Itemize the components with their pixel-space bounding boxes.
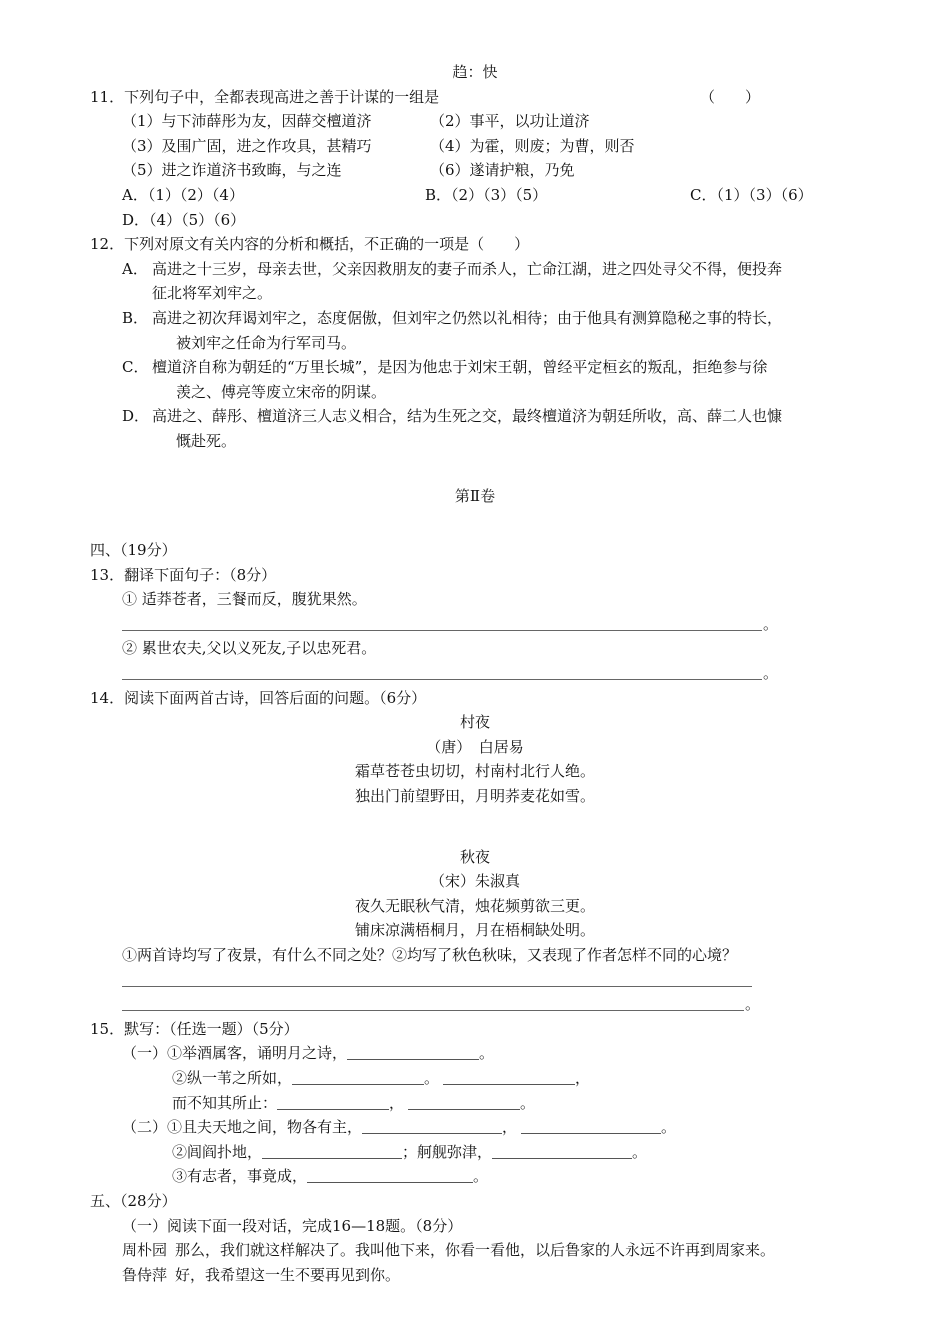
q15-g2-line-a xyxy=(0,1115,950,1140)
poem1-line-2: 独出门前望野田，月明荞麦花如雪。 xyxy=(354,787,595,806)
q14-answer-1-line xyxy=(122,968,752,987)
dialogue-line-2 xyxy=(0,1263,950,1288)
poem1-line-1: 霜草苍苍虫切切，村南村北行人绝。 xyxy=(354,762,595,781)
q15-g1a-blank[interactable] xyxy=(347,1045,479,1060)
q13-answer-2[interactable] xyxy=(0,661,950,686)
q12-option-d-label: D． xyxy=(122,407,150,426)
q11-item-3: （3）及围广固，进之作攻具，甚精巧 xyxy=(122,136,372,155)
q13-sentence-1: ① 适莽苍者，三餐而反，腹犹果然。 xyxy=(122,590,367,609)
q11-stem-text: 11．下列句子中，全都表现高进之善于计谋的一组是 xyxy=(90,87,440,106)
q13-stem: 13．翻译下面句子：（8分） xyxy=(90,565,277,584)
q11-items-row-2 xyxy=(0,134,950,159)
poem2-author: （宋）朱淑真 xyxy=(429,872,520,891)
q11-item-2: （2）事平，以功让道济 xyxy=(430,112,590,131)
dialogue-1-speaker: 周朴园 xyxy=(122,1241,168,1260)
q15-g1a-text: （一）①举酒属客，诵明月之诗， xyxy=(122,1044,348,1063)
q15-g2d-blank[interactable] xyxy=(307,1168,473,1183)
section-4-heading: 四、（19分） xyxy=(90,541,177,560)
q13-answer-1[interactable] xyxy=(0,612,950,637)
q15-g2-line-b xyxy=(0,1140,950,1165)
q14-answer-2[interactable] xyxy=(0,992,950,1017)
q15-g2b-blank-1[interactable] xyxy=(262,1144,402,1159)
q14-answer-2-line xyxy=(122,992,744,1011)
q15-g1b-blank-2[interactable] xyxy=(443,1070,575,1085)
q14-stem: 14．阅读下面两首古诗，回答后面的问题。（6分） xyxy=(90,688,427,707)
q15-g1c-comma: ， xyxy=(389,1093,405,1112)
q12-option-b xyxy=(0,306,950,331)
q15-g2a-comma: ， xyxy=(502,1118,518,1137)
q15-g1c-blank-2[interactable] xyxy=(408,1095,520,1110)
q15-g1-line-a xyxy=(0,1041,950,1066)
q12-option-b-label: B． xyxy=(122,308,149,327)
q13-answer-1-line xyxy=(122,612,762,631)
q15-g2a-text: （二）①且夫天地之间，物各有主， xyxy=(122,1118,363,1137)
q11-item-6: （6）遂请护粮，乃免 xyxy=(430,161,575,180)
q15-g1-line-b xyxy=(0,1066,950,1091)
q11-item-4: （4）为霍，则废；为曹，则否 xyxy=(430,136,635,155)
q12-option-c-line1: 檀道济自称为朝廷的“万里长城”，是因为他忠于刘宋王朝，曾经平定桓玄的叛乱，拒绝参与徐 xyxy=(152,358,768,377)
q15-g1c-text: 而不知其所止： xyxy=(172,1093,278,1112)
poem2-title: 秋夜 xyxy=(459,847,490,866)
q15-stem: 15．默写：（任选一题）（5分） xyxy=(90,1019,299,1038)
q13-answer-2-period: 。 xyxy=(763,664,779,683)
q12-option-c xyxy=(0,355,950,380)
exam-page xyxy=(0,60,950,1287)
q14-question: ①两首诗均写了夜景，有什么不同之处？②均写了秋色秋味，又表现了作者怎样不同的心境？ xyxy=(122,946,738,964)
dialogue-1-text: 那么，我们就这样解决了。我叫他下来，你看一看他，以后鲁家的人永远不许再到周家来。 xyxy=(175,1241,776,1260)
q12-option-d-line1: 高进之、薛彤、檀道济三人志义相合，结为生死之交，最终檀道济为朝廷所收，高、薛二人也慷 xyxy=(152,407,783,426)
q16-intro: （一）阅读下面一段对话，完成16—18题。（8分） xyxy=(122,1216,463,1235)
q15-g1c-blank-1[interactable] xyxy=(277,1095,389,1110)
q12-option-c-line2: 羡之、傅亮等废立宋帝的阴谋。 xyxy=(176,382,387,401)
q15-g1a-period: 。 xyxy=(479,1044,495,1063)
poem2-line-1: 夜久无眠秋气清，烛花频剪欲三更。 xyxy=(354,896,595,915)
q12-option-a-line2: 征北将军刘牢之。 xyxy=(152,284,273,303)
q13-answer-1-period: 。 xyxy=(763,614,779,633)
dialogue-line-1 xyxy=(0,1238,950,1263)
q12-option-d-line2: 慨赴死。 xyxy=(176,431,237,450)
q14-answer-2-period: 。 xyxy=(745,995,761,1014)
q11-items-row-1 xyxy=(0,109,950,134)
q12-option-b-line2: 被刘牢之任命为行军司马。 xyxy=(176,333,357,352)
q15-g1b-text: ②纵一苇之所如， xyxy=(172,1068,293,1087)
q11-option-d: D．（4）（5）（6） xyxy=(122,210,246,229)
dialogue-2-speaker: 鲁侍萍 xyxy=(122,1265,168,1284)
q12-option-a-line1: 高进之十三岁，母亲去世，父亲因救朋友的妻子而杀人，亡命江湖，进之四处寻父不得，便投奔 xyxy=(152,259,783,278)
q11-item-1: （1）与下沛薛彤为友，因薛交檀道济 xyxy=(122,112,372,131)
q11-options-row xyxy=(0,183,950,208)
q11-option-c: C．（1）（3）（6） xyxy=(690,185,813,204)
q12-stem: 12．下列对原文有关内容的分析和概括，不正确的一项是（ ） xyxy=(90,235,530,254)
q12-option-a-label: A． xyxy=(122,259,148,278)
q11-stem xyxy=(0,85,950,110)
poem1-author: （唐） 白居易 xyxy=(426,737,524,756)
q11-option-b: B．（2）（3）（5） xyxy=(425,185,548,204)
q11-option-a: A．（1）（2）（4） xyxy=(122,185,244,204)
top-note: 趋：快 xyxy=(452,63,498,81)
q15-g2a-period: 。 xyxy=(661,1118,677,1137)
q15-g1b-period: 。 xyxy=(424,1068,440,1087)
q15-g2c-text: ；舸舰弥津， xyxy=(402,1142,493,1161)
part2-title: 第Ⅱ卷 xyxy=(454,486,496,505)
q12-option-d xyxy=(0,404,950,429)
q14-answer-1[interactable] xyxy=(0,968,950,993)
dialogue-2-text: 好，我希望这一生不要再见到你。 xyxy=(175,1265,401,1284)
q15-g1c-period: 。 xyxy=(520,1093,536,1112)
q15-g2d-text: ③有志者，事竟成， xyxy=(172,1167,308,1186)
poem2-line-2: 铺床凉满梧桐月，月在梧桐缺处明。 xyxy=(354,921,595,940)
q11-item-5: （5）进之诈道济书致晦，与之连 xyxy=(122,161,342,180)
section-5-heading: 五、（28分） xyxy=(90,1191,177,1210)
q12-option-c-label: C． xyxy=(122,358,149,377)
q12-option-b-line1: 高进之初次拜谒刘牢之，态度倨傲，但刘牢之仍然以礼相待；由于他具有测算隐秘之事的特长， xyxy=(152,308,783,327)
q13-answer-2-line xyxy=(122,661,762,680)
q15-g2b-period: 。 xyxy=(632,1142,648,1161)
q12-option-a xyxy=(0,257,950,282)
q15-g2b-blank-2[interactable] xyxy=(492,1144,632,1159)
q11-items-row-3 xyxy=(0,158,950,183)
q11-answer-paren: （ ） xyxy=(700,87,761,106)
q15-g2-line-d xyxy=(0,1164,950,1189)
q15-g2a-blank-2[interactable] xyxy=(521,1119,661,1134)
q15-g2b-text: ②闾阎扑地， xyxy=(172,1142,263,1161)
q15-g2d-period: 。 xyxy=(473,1167,489,1186)
q15-g2a-blank-1[interactable] xyxy=(362,1119,502,1134)
q11-options-row-2 xyxy=(0,208,950,233)
q15-g1b-blank-1[interactable] xyxy=(292,1070,424,1085)
poem1-title: 村夜 xyxy=(459,713,490,732)
q15-g1-line-c xyxy=(0,1091,950,1116)
q13-sentence-2: ② 累世农夫,父以义死友,子以忠死君。 xyxy=(122,639,377,658)
q15-g1b-comma: ， xyxy=(575,1068,591,1087)
